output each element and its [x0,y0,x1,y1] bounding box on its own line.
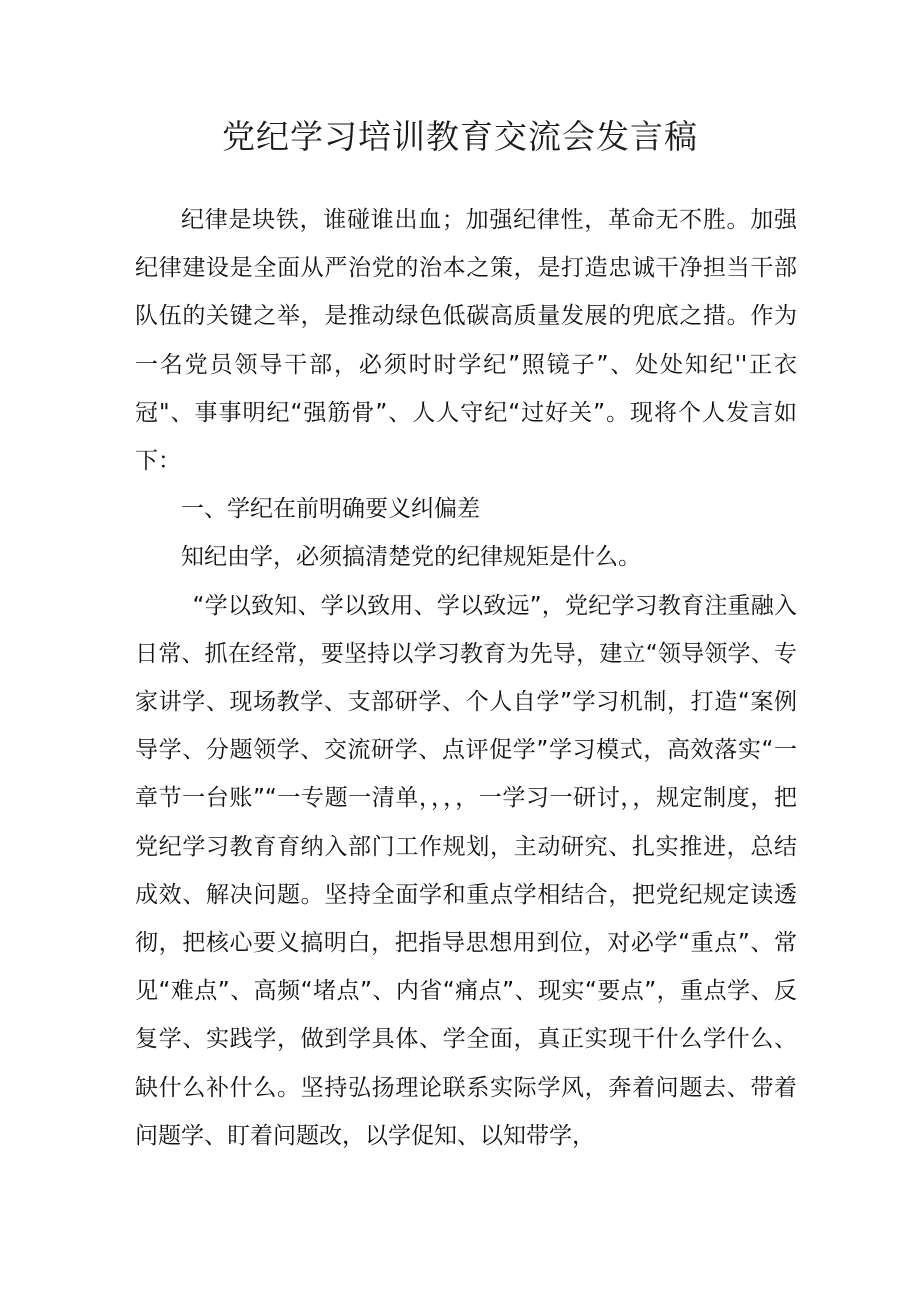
paragraph-body: “学以致知、学以致用、学以致远”，党纪学习教育注重融入日常、抓在经常，要坚持以学习教育为先导，建立“领导领学、专家讲学、现场教学、支部研学、个人自学”学习机制，打造“案例导学、分题领学、交流研学、点评促学”学习模式，高效落实“一章节一台账”“一专题一清单，，，，一学习一研讨，，规定制度，把党纪学习教育育纳入部门工作规划，主动研究、扎实推进，总结成效、解决问题。坚持全面学和重点学相结合，把党纪规定读透彻，把核心要义搞明白，把指导思想用到位，对必学“重点”、常见“难点”、高频“堵点”、内省“痛点”、现实“要点”，重点学、反复学、实践学，做到学具体、学全面，真正实现干什么学什么、缺什么补什么。坚持弘扬理论联系实际学风，奔着问题去、带着问题学、盯着问题改，以学促知、以知带学， [135,592,797,1149]
paragraph-lead: 知纪由学，必须搞清楚党的纪律规矩是什么。 [181,544,641,571]
document-body [135,196,797,1160]
document-title: 党纪学习培训教育交流会发言稿 [222,117,698,156]
paragraph-intro: 纪律是块铁，谁碰谁出血；加强纪律性，革命无不胜。加强纪律建设是全面从严治党的治本之策，是打造忠诚干净担当干部队伍的关键之举，是推动绿色低碳高质量发展的兜底之措。作为一名党员领导干部，必须时时学纪”照镜子”、处处知纪''正衣冠"、事事明纪“强筋骨”、人人守纪“过好关”。现将个人发言如下： [135,207,797,475]
section-heading: 一、学纪在前明确要义纠偏差 [181,496,480,523]
